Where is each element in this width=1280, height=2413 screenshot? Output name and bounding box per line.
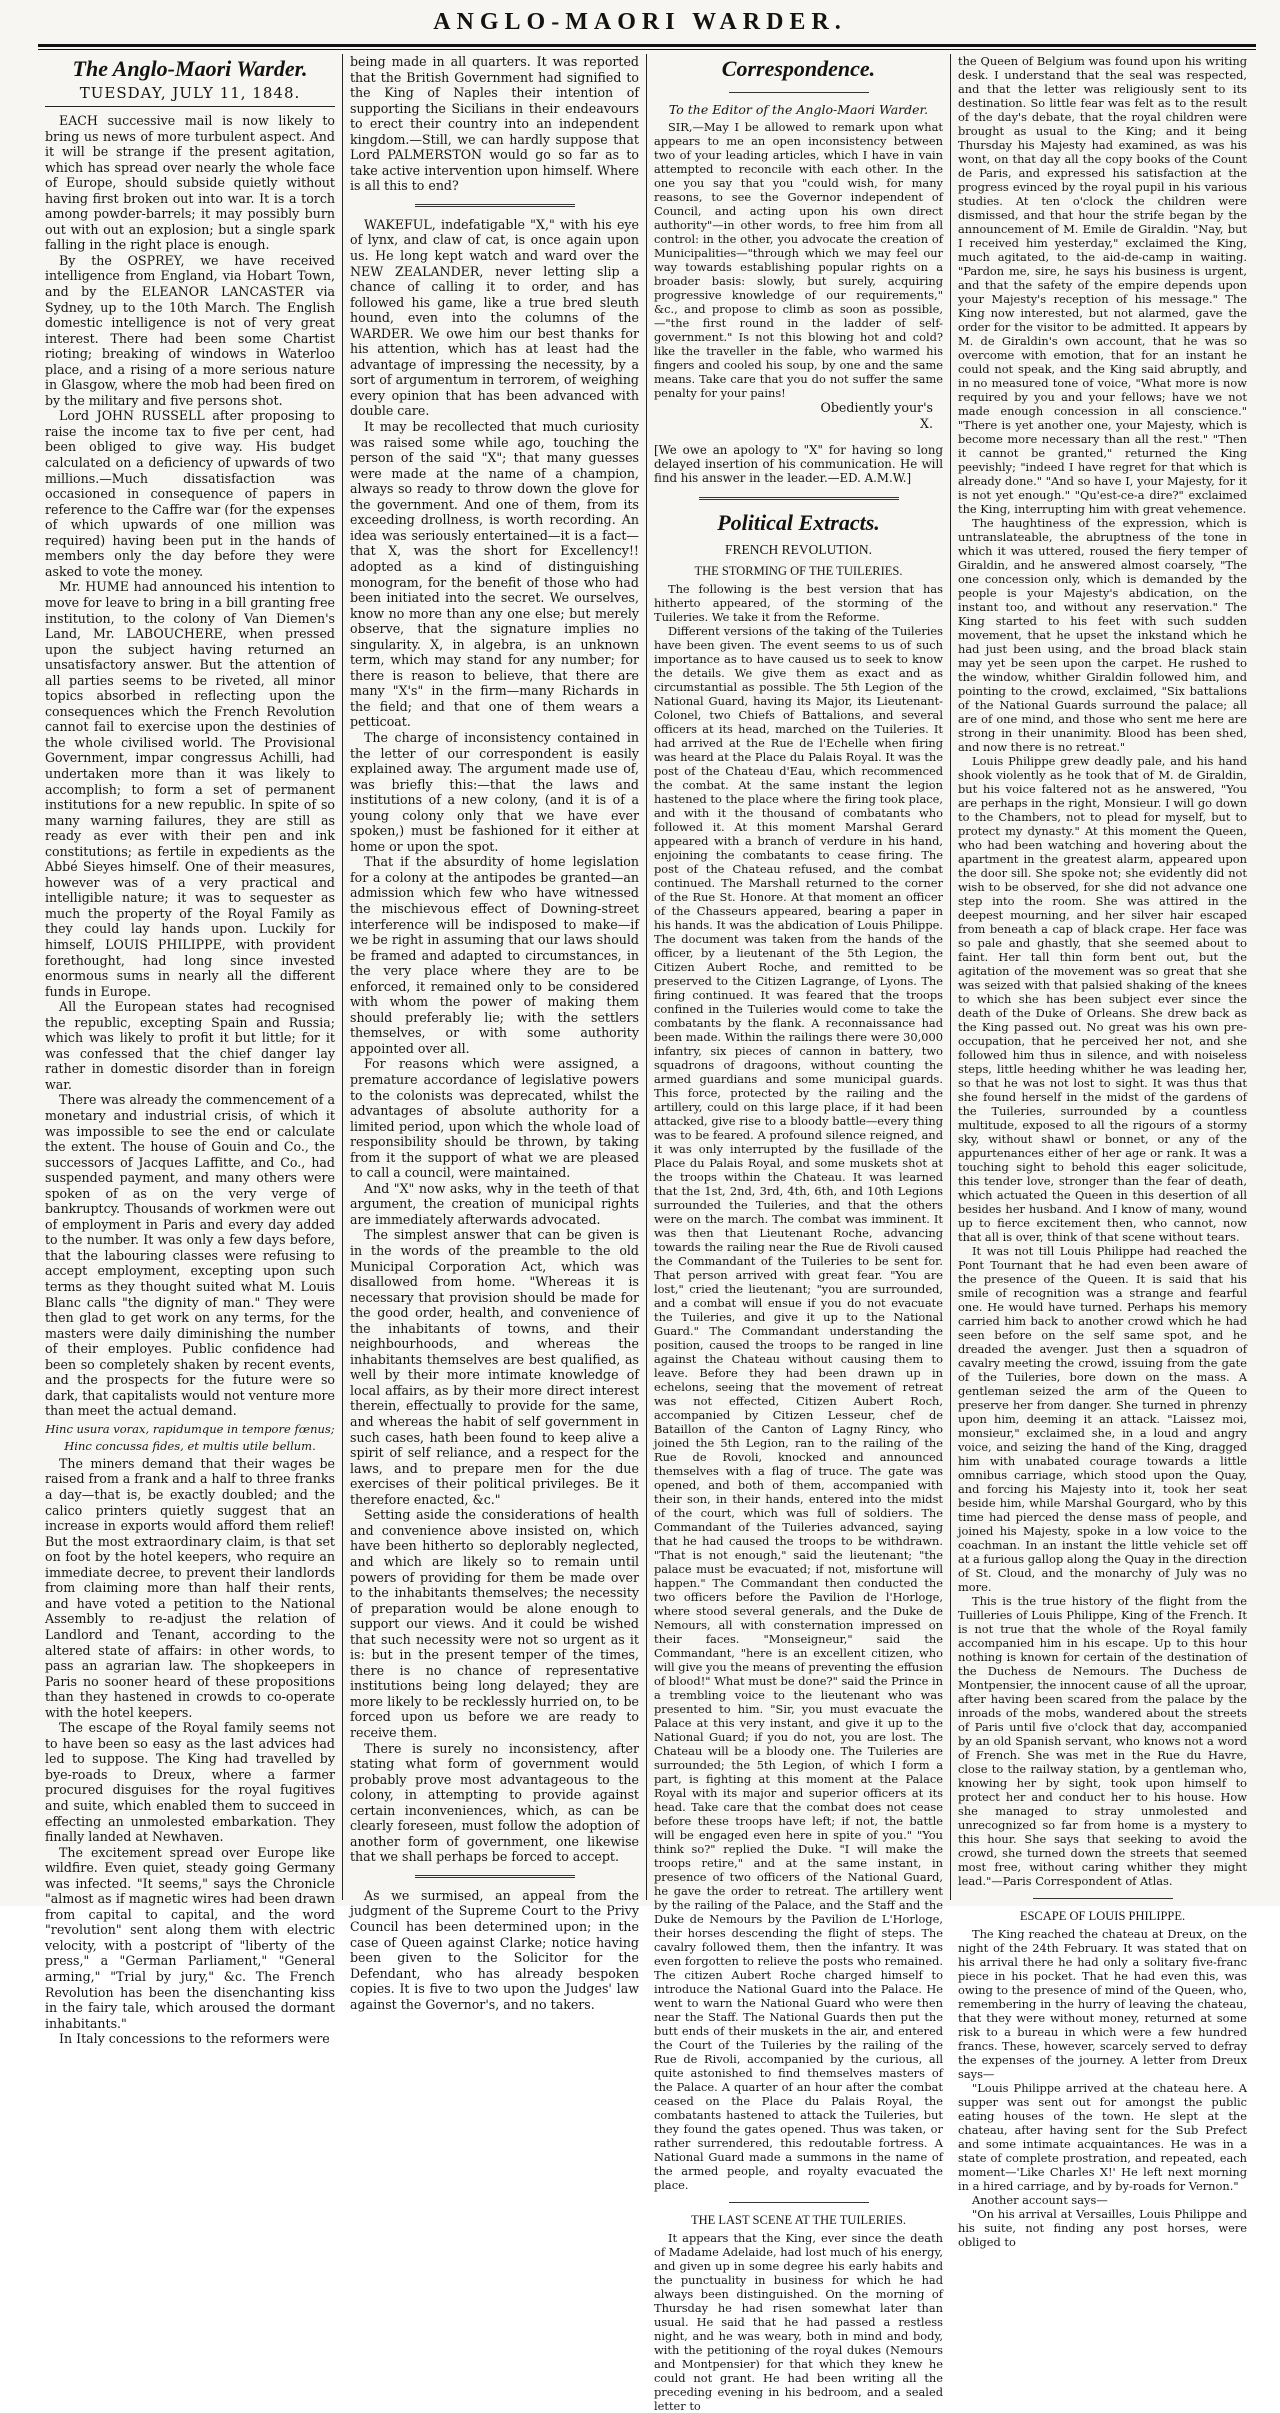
article-paragraph: The escape of the Royal family seems not to have been so easy as the last advices had led to suppose. The King had travelled by bye-roads to Dreux, where a farmer procured disguises for the royal fugitives and suite, which enabled them to succeed in effecting an unmolested embarkation. They finally landed at Newhaven. <box>45 1720 335 1845</box>
paper-title: The Anglo-Maori Warder. <box>72 56 308 81</box>
column-4 <box>950 54 1254 2249</box>
article-paragraph: There is surely no inconsistency, after stating what form of government would probably prove most advantageous to the colony, in attempting to provide against certain inconveniences, which, as can be clearly foreseen, must follow the adoption of another form of government, one likewise that we shall perhaps be forced to accept. <box>350 1740 639 1865</box>
latin-quote-line: Hinc usura vorax, rapidumque in tempore fœnus; <box>45 1421 335 1436</box>
letter-signoff: Obediently your's <box>820 400 933 415</box>
article-paragraph: The haughtiness of the expression, which is untranslateable, the abruptness of the tone in which it was uttered, roused the fiery temper of Giraldin, and he answered almost coarsely, "The one concession only, which is demanded by the people is your Majesty's abdication, on the instant too, and without any reservation." The King started to his feet with such sudden movement, that he upset the inkstand which he had just been using, and the broad black stain may yet be seen upon the carpet. He rushed to the window, whither Giraldin followed him, and pointing to the crowd, exclaimed, "Six battalions of the National Guards surround the palace; all are of one mind, and those who sent me here are strong in their unanimity. Blood has been shed, and now there is no retreat." <box>958 516 1247 754</box>
article-paragraph: WAKEFUL, indefatigable "X," with his eye of lynx, and claw of cat, is once again upon us. He long kept watch and ward over the NEW ZEALANDER, never letting slip a chance of calling it to order, and has followed his game, like a true bred sleuth hound, even into the columns of the WARDER. We owe him our best thanks for his attention, which has at least had the advantage of impressing the necessity, by a sort of argumentum in terrorem, of weighing every opinion that has been advanced with double care. <box>350 216 639 419</box>
article-paragraph: EACH successive mail is now likely to bring us news of more turbulent aspect. And it will be strange if the present agitation, which has spread over nearly the whole face of Europe, should subside quietly without having first broken out into war. It is a torch among powder-barrels; it may possibly burn out with out an explosion; but a single spark falling in the right place is enough. <box>45 113 335 253</box>
article-paragraph: As we surmised, an appeal from the judgment of the Supreme Court to the Privy Council has been determined upon; in the case of Queen against Clarke; notice having been given to the Solicitor for the Defendant, who has already bespoken copies. It is five to two upon the Judges' law against the Governor's, and no takers. <box>350 1887 639 2012</box>
political-extracts-heading: Political Extracts. <box>717 510 880 536</box>
subheading: ESCAPE OF LOUIS PHILIPPE. <box>1019 1909 1186 1923</box>
article-paragraph: "Louis Philippe arrived at the chateau here. A supper was sent out for amongst the public eating houses of the town. He slept at the chateau, after having sent for the Sub Prefect and some intimate acquaintances. He was in a state of complete prostration, and repeated, each moment—'Like Charles X!' He left next morning in a hired carriage, and by by-roads for Vernon." <box>958 2081 1247 2193</box>
article-paragraph: Setting aside the considerations of health and convenience above insisted on, which have been hitherto so deplorably neglected, and which are likely so to remain until powers of providing for them be made over to the inhabitants themselves; the necessity of preparation would be alone enough to support our views. And it could be wished that such necessity were not so urgent as it is: but in the present temper of the times, there is no chance of representative institutions being long delayed; they are more likely to be recklessly hurried on, to be forced upon us before we are ready to receive them. <box>350 1507 639 1740</box>
column-2 <box>342 54 646 2012</box>
article-paragraph: "On his arrival at Versailles, Louis Philippe and his suite, not finding any post horses, were obliged to <box>958 2207 1247 2249</box>
editor-note: [We owe an apology to "X" for having so long delayed insertion of his communication. He will find his answer in the leader.—ED. A.M.W.] <box>654 442 943 486</box>
article-paragraph: That if the absurdity of home legislation for a colony at the antipodes be granted—an admission which few who have witnessed the mischievous effect of Downing-street interference will be indisposed to make—if we be right in assuming that our laws should be framed and adapted to circumstances, in the very place where they are to be enforced, it remained only to be considered with whom the power of making them should preferably lie; with the settlers themselves, or with some authority appointed over all. <box>350 854 639 1056</box>
article-paragraph: In Italy concessions to the reformers were <box>59 2031 330 2047</box>
article-paragraph: The excitement spread over Europe like wildfire. Even quiet, steady going Germany was infected. "It seems," says the Chronicle "almost as if magnetic wires had been drawn from capital to capital, and the word "revolution" sent along them with electric velocity, with a postcript of "liberty of the press," a "German Parliament," "General arming," "Trial by jury," &c. The French Revolution has been the disenchanting kiss in the fairy tale, which aroused the dormant inhabitants." <box>45 1844 335 2031</box>
article-paragraph: This is the true history of the flight from the Tuilleries of Louis Philippe, King of the French. It is not true that the whole of the Royal family accompanied him in his escape. Up to this hour nothing is known for certain of the destination of the Duchess de Nemours. The Duchess de Montpensier, the innocent cause of all the uproar, after having been scared from the palace by the inroads of the mobs, wandered about the streets of Paris until five o'clock that day, accompanied by an old Spanish servant, who knows not a word of French. She was met in the Rue du Havre, close to the railway station, by a gentleman who, knowing her by sight, took upon himself to protect her and conduct her to his house. How she managed to stray unmolested and unrecognized so far from home is a mystery to this hour. She says that seeking to avoid the crowd, she turned down the streets that seemed most free, without caring whither they might lead."—Paris Correspondent of Atlas. <box>958 1594 1247 1888</box>
article-paragraph: The following is the best version that has hitherto appeared, of the storming of the Tuileries. We take it from the Reforme. <box>654 582 943 625</box>
masthead-rule <box>38 44 1256 47</box>
article-paragraph: For reasons which were assigned, a premature accordance of legislative powers to the colonists was deprecated, whilst the advantages of absolute authority for a limited period, upon which the whole load of responsibility should be thrown, by taking from it the support of what we are pleased to call a council, were maintained. <box>350 1056 639 1181</box>
section-divider <box>729 92 869 93</box>
article-paragraph: Different versions of the taking of the Tuileries have been given. The event seems to us of such importance as to have caused us to seek to know the details. We give them as exact and as circumstantial as possible. The 5th Legion of the National Guard, having its Major, its Lieutenant-Colonel, two Chiefs of Battalions, and several officers at its head, marched on the Tuileries. It had arrived at the Rue de l'Echelle when firing was heard at the Place du Palais Royal. It was the post of the Chateau d'Eau, which recommenced the combat. At the same instant the legion hastened to the place where the firing took place, and with it the thousand of combatants who followed it. At this moment Marshal Gerard appeared with a branch of verdure in his hand, enjoining the combatants to cease firing. The post of the Chateau refused, and the combat continued. The Marshall returned to the corner of the Rue St. Honore. At that moment an officer of the Chasseurs appeared, bearing a paper in his hands. It was the abdication of Louis Philippe. The document was taken from the hands of the officer, by a lieutenant of the 5th Legion, the Citizen Aubert Roche, and remitted to be preserved to the Citizen Lagrange, of Lyons. The firing continued. It was feared that the troops confined in the Tuileries would come to take the combatants by the flank. A reconnaissance had been made. Within the railings there were 30,000 infantry, six pieces of cannon in battery, two squadrons of dragoons, without counting the armed guardians and some municipal guards. This force, protected by the railing and the artillery, could on this large place, if it had been attacked, give rise to a bloody battle—every thing was to be feared. A profound silence reigned, and it was only interrupted by the fusillade of the Place du Palais Royal, and some muskets shot at the troops within the Chateau. It was learned that the 1st, 2nd, 3rd, 4th, 6th, and 10th Legions surrounded the Tuileries, and that the others were on the march. The combat was imminent. It was then that Lieutenant Roche, advancing towards the railing near the Rue de Rivoli caused the Commandant of the Tuileries to be sent for. That person arrived with great fear. "You are lost," cried the lieutenant; "you are surrounded, and a combat will ensue if you do not evacuate the Tuileries, and give it up to the National Guard." The Commandant understanding the position, caused the troops to be ranged in line against the Chateau without causing them to leave. Before they had been drawn up in echelons, seeing that the movement of retreat was not effected, Citizen Aubert Roch, accompanied by Citizen Lesseur, chef de Bataillon of the Canton of Lagny Rincy, who joined the 5th Legion, ran to the railing of the Rue de Rovoli, knocked and announced themselves with a flag of truce. The gate was opened, and both of them, accompanied with their son, in their hands, entered into the midst of the court, which was full of soldiers. The Commandant of the Tuileries advanced, saying that he had caused the troops to be withdrawn. "That is not enough," said the lieutenant; "the palace must be evacuated; if not, misfortune will happen." The Commandant then conducted the two officers before the Pavilion de l'Horloge, where stood several generals, and the Duke de Nemours, all with consternation impressed on their faces. "Monseigneur," said the Commandant, "here is an excellent citizen, who will give you the means of preventing the effusion of blood!" What must be done?" said the Prince in a trembling voice to the lieutenant who was presented to him. "Sir, you must evacuate the Palace at this very instant, and give it up to the National Guard; if you do not, you are lost. The Chateau will be a bloody one. The Tuileries are surrounded; the 5th Legion, of which I form a part, is fighting at this moment at the Palace Royal with its major and superior officers at its head. Take care that the combat does not cease before these troops have left; if not, the battle will be engaged even here in spite of you." "You think so?" replied the Duke. "I will make the troops retire," and at the same instant, in presence of two officers of the National Guard, he gave the order to retreat. The artillery went by the railing of the Palace, and the Staff and the Duke de Nemours by the Pavilion de L'Horloge, their horses descending the flight of steps. The cavalry followed them, then the infantry. It was even forgotten to relieve the posts who remained. The citizen Aubert Roche charged himself to introduce the National Guard into the Palace. He went to warn the National Guard who were then near the Staff. The National Guards then put the butt ends of their muskets in the air, and entered the Court of the Tuileries by the railing of the Rue de Rivoli, accompanied by the curious, all quite astonished to find themselves masters of the Palace. A quarter of an hour after the combat ceased on the Place du Palais Royal, the combatants hastened to attack the Tuileries, but they found the gates opened. Thus was taken, or rather surrendered, this redoutable fortress. A National Guard made a summons in the name of the armed people, and royalty evacuated the place. <box>654 624 943 2193</box>
article-paragraph: Another account says— <box>972 2193 1108 2207</box>
article-paragraph: The miners demand that their wages be raised from a frank and a half to three franks a day—that is, be exactly doubled; and the calico printers quietly suggest that an increase in exports would afford them relief! But the most extraordinary claim, is that set on foot by the hotel keepers, who require an immediate decree, to prevent their landlords from claiming more than half their rents, and have voted a petition to the National Assembly to re-adjust the relation of Landlord and Tenant, according to the altered state of affairs: in other words, to pass an agrarian law. The shopkeepers in Paris no sooner heard of these propositions than they hastened in crowds to co-operate with the hotel keepers. <box>45 1455 335 1720</box>
article-paragraph: It was not till Louis Philippe had reached the Pont Tournant that he had even been aware of the presence of the Queen. It is said that his smile of recognition was a strange and fearful one. He would have turned. Perhaps his memory carried him back to another crowd which he had seen before on the self same spot, and he dreaded the avenger. Just then a squadron of cavalry meeting the crowd, issuing from the gate of the Tuileries, bore down on the mass. A gentleman seized the arm of the Queen to preserve her from danger. She turned in phrenzy upon him, deeming it an attack. "Laissez moi, monsieur," exclaimed she, in a loud and angry voice, and seizing the hand of the King, dragged him with unabated courage towards a little omnibus carriage, which stood upon the Quay, and forcing his Majesty into it, took her seat beside him, while Marshal Gourgard, who by this time had pierced the dense mass of people, and joined his Majesty, spoke in a low voice to the coachman. In an instant the little vehicle set off at a furious gallop along the Quay in the direction of St. Cloud, and the monarchy of July was no more. <box>958 1244 1247 1594</box>
issue-date: TUESDAY, JULY 11, 1848. <box>45 84 335 107</box>
article-paragraph: being made in all quarters. It was reported that the British Government had signified to the King of Naples their intention of supporting the Sicilians in their endeavours to erect their country into an independent kingdom.—Still, we can hardly suppose that Lord PALMERSTON would go so far as to take active intervention upon himself. Where is all this to end? <box>350 54 639 194</box>
latin-quote-line: Hinc concussa fides, et multis utile bellum. <box>64 1438 316 1453</box>
columns <box>38 54 1256 2413</box>
article-paragraph: There was already the commencement of a monetary and industrial crisis, of which it was impossible to see the end or calculate the extent. The house of Gouin and Co., the successors of Jacques Laffitte, and Co., had suspended payment, and many others were spoken of as on the very verge of bankruptcy. Thousands of workmen were out of employment in Paris and every day added to the number. It was only a few days before, that the labouring classes were refusing to accept employment, excepting upon such terms as they thought suited what M. Louis Blanc calls "the dignity of man." They were then glad to get work on any terms, for the masters were daily diminishing the number of their employes. Public confidence had been so completely shaken by recent events, and the prospects for the future were so dark, that capitalists would not venture more than meet the actual demand. <box>45 1092 335 1419</box>
masthead <box>0 0 1280 44</box>
letter-signature: X. <box>920 415 933 431</box>
article-paragraph: Louis Philippe grew deadly pale, and his hand shook violently as he took that of M. de Giraldin, but his voice faltered not as he answered, "You are perhaps in the right, Monsieur. I will go down to the Chambers, not to plead for myself, but to protect my dynasty." At this moment the Queen, who had been watching and hovering about the apartment in the greatest alarm, appeared upon the door sill. She spoke not; she evidently did not wish to be observed, for she did not advance one step into the room. She was attired in the deepest mourning, and her silver hair escaped from beneath a cap of black crape. Her face was so pale and ghastly, that she seemed about to faint. Her tall thin form bent out, but the agitation of the movement was so great that she was seized with that palsied shaking of the knees to which she has been subject ever since the death of the Duke of Orleans. She drew back as the King passed out. No great was his own pre-occupation, that he perceived her not, and she followed him thus in silence, and with noiseless steps, little heeding whither he was leading her, so that he was not lost to sight. It was thus that she found herself in the midst of the gardens of the Tuileries, surrounded by a countless multitude, exposed to all the rigours of a stormy sky, without shawl or bonnet, or any of the appurtenances either of her age or rank. It was a touching sight to behold this eager solicitude, this tender love, stronger than the fear of death, which actuated the Queen in this desertion of all besides her husband. And I know of many, wound up to fierce excitement then, who cannot, now that all is over, think of that scene without tears. <box>958 754 1247 1244</box>
article-paragraph: All the European states had recognised the republic, excepting Spain and Russia; which was likely to profit it but little; for it was confessed that the chief danger lay rather in domestic disorder than in foreign war. <box>45 999 335 1092</box>
section-divider <box>729 2202 869 2203</box>
article-paragraph: The King reached the chateau at Dreux, on the night of the 24th February. It was stated that on his arrival there he had only a solitary five-franc piece in his pocket. That he had even this, was owing to the presence of mind of the Queen, who, remembering in the hurry of leaving the chateau, that they were without money, returned at some risk to a bureau in which were a few hundred francs. These, however, scarcely served to defray the expenses of the journey. A letter from Dreux says— <box>958 1927 1247 2081</box>
letter-salutation: To the Editor of the Anglo-Maori Warder. <box>668 102 929 117</box>
letter-body: SIR,—May I be allowed to remark upon what appears to me an open inconsistency between two of your leading articles, which I have in vain attempted to reconcile with each other. In the one you say that you "could wish, for many reasons, to see the Governor independent of Council, and acting upon his own direct authority"—in other words, to free him from all control: in the other, you advocate the creation of Municipalities—"through which we may feel our way towards establishing popular rights on a broader basis: slowly, but surely, acquiring progressive knowledge of our requirements," &c., and propose to climb as soon as possible,—"the first round in the ladder of self-government." Is not this blowing hot and cold? like the traveller in the fable, who warmed his fingers and cooled his soup, by one and the same means. Take care that you do not suffer the same penalty for your pains! <box>654 120 943 400</box>
article-paragraph: Lord JOHN RUSSELL after proposing to raise the income tax to five per cent, had been obliged to give way. His budget calculated on a deficiency of upwards of two millions.—Much dissatisfaction was occasioned in consequence of papers in reference to the Caffre war (for the expenses of which upwards of one million was required) having been put in the hands of members only the day before they were asked to vote the money. <box>45 408 335 579</box>
article-paragraph: the Queen of Belgium was found upon his writing desk. I understand that the seal was respected, and that the letter was religiously sent to its destination. So little fear was felt as to the result of the day's debate, that the royal children were brought as usual to the King; and it being Thursday his Majesty had examined, as was his wont, on that day all the copy books of the Count de Paris, and expressed his satisfaction at the progress evinced by the royal pupil in his various studies. At ten o'clock the children were dismissed, and that hour the strife began by the announcement of M. Emile de Giraldin. "Nay, but I received him yesterday," exclaimed the King, much agitated, to the aid-de-camp in waiting. "Pardon me, sire, he says his business is urgent, and that the safety of the empire depends upon your Majesty's reception of his message." The King now interested, but not alarmed, gave the order for the visitor to be admitted. It appears by M. de Giraldin's own account, that he was so overcome with emotion, that for an instant he could not speak, and the King said abruptly, and in no measured tone of voice, "What more is now required by you and your fellows; have we not made enough concession in all conscience." "There is yet another one, your Majesty, which is become more necessary than all the rest." "Then it cannot be granted," returned the King peevishly; "indeed I have regret for that which is already done." "And so have I, your Majesty, for it is not yet enough." "Qu'est-ce-a dire?" exclaimed the King, interrupting him with great vehemence. <box>958 54 1247 516</box>
article-paragraph: And "X" now asks, why in the teeth of that argument, the creation of municipal rights are immediately afterwards advocated. <box>350 1180 639 1227</box>
article-paragraph: It may be recollected that much curiosity was raised some while ago, touching the person of the said "X"; that many guesses were made at the name of a champion, always so ready to throw down the glove for the government. And one of them, from its exceeding drollness, is worth recording. An idea was seriously entertained—it is a fact—that X, was the short for Excellency!! adopted as a kind of distinguishing monogram, for the benefit of those who had been initiated into the secret. We ourselves, know no more than any one else; but merely observe, that the signature implies no singularity. X, in algebra, is an unknown term, which may stand for any number; for there is reason to believe, that there are many "X's" in the firm—many Richards in the field; and that one of them wears a petticoat. <box>350 419 639 730</box>
article-paragraph: It appears that the King, ever since the death of Madame Adelaide, had lost much of his energy, and given up in some degree his early habits and the punctuality in business for which he had always been distinguished. On the morning of Thursday he had risen somewhat later than usual. He said that he had passed a restless night, and he was weary, both in mind and body, with the petitioning of the royal dukes (Nemours and Montpensier) for that which they knew he could not grant. He had been writing all the preceding evening in his bedroom, and a sealed letter to <box>654 2231 943 2413</box>
article-paragraph: The charge of inconsistency contained in the letter of our correspondent is easily explained away. The argument made use of, was briefly this:—that the laws and institutions of a new colony, (and it is of a young colony only that we have ever spoken,) must be fashioned for it either at home or upon the spot. <box>350 729 639 854</box>
column-1 <box>38 54 342 2047</box>
article-paragraph: The simplest answer that can be given is in the words of the preamble to the old Municipal Corporation Act, which was disallowed from home. "Whereas it is necessary that provision should be made for the good order, health, and convenience of the inhabitants of towns, and their neighbourhoods, and whereas the inhabitants themselves are best qualified, as well by their more intimate knowledge of local affairs, as by their more direct interest therein, effectually to provide for the same, and whereas the habit of self government in such cases, hath been found to keep alive a spirit of self reliance, and a respect for the laws, and to prepare men for the due exercises of their political privileges. Be it therefore enacted, &c." <box>350 1227 639 1507</box>
subheading: THE STORMING OF THE TUILERIES. <box>694 564 903 579</box>
subheading: FRENCH REVOLUTION. <box>725 542 872 558</box>
column-3 <box>646 54 950 2413</box>
section-divider <box>699 497 899 500</box>
masthead-title: ANGLO-MAORI WARDER. <box>433 9 847 35</box>
correspondence-heading: Correspondence. <box>721 56 876 81</box>
masthead-rule-thin <box>38 49 1256 50</box>
section-divider <box>415 1875 575 1878</box>
article-paragraph: By the OSPREY, we have received intelligence from England, via Hobart Town, and by the ELEANOR LANCASTER via Sydney, up to the 10th March. The English domestic intelligence is not of very great interest. There had been some Chartist rioting; breaking of windows in Waterloo place, and a rising of a more serious nature in Glasgow, where the mob had been fired on by the military and five persons shot. <box>45 252 335 408</box>
subheading: THE LAST SCENE AT THE TUILERIES. <box>690 2213 907 2228</box>
section-divider <box>1033 1898 1173 1899</box>
section-divider <box>415 204 575 207</box>
article-paragraph: Mr. HUME had announced his intention to move for leave to bring in a bill granting free institution, to the colony of Van Diemen's Land, Mr. LABOUCHERE, when pressed upon the subject having returned an unsatisfactory answer. But the attention of all parties seems to be riveted, all minor topics absorbed in reflecting upon the consequences which the French Revolution cannot fail to exercise upon the destinies of the whole civilised world. The Provisional Government, impar congressus Achilli, had undertaken more than it was likely to accomplish; to form a set of permanent institutions for a new republic. In spite of so many warning failures, they are still as ready as ever with their pen and ink constitutions; as fertile in expedients as the Abbé Sieyes himself. One of their measures, however was of a very practical and intelligible nature; it was to sequester as much the property of the Royal Family as they could lay hands upon. Luckily for himself, LOUIS PHILIPPE, with provident forethought, had long since invested enormous sums in nearly all the different funds in Europe. <box>45 579 335 999</box>
